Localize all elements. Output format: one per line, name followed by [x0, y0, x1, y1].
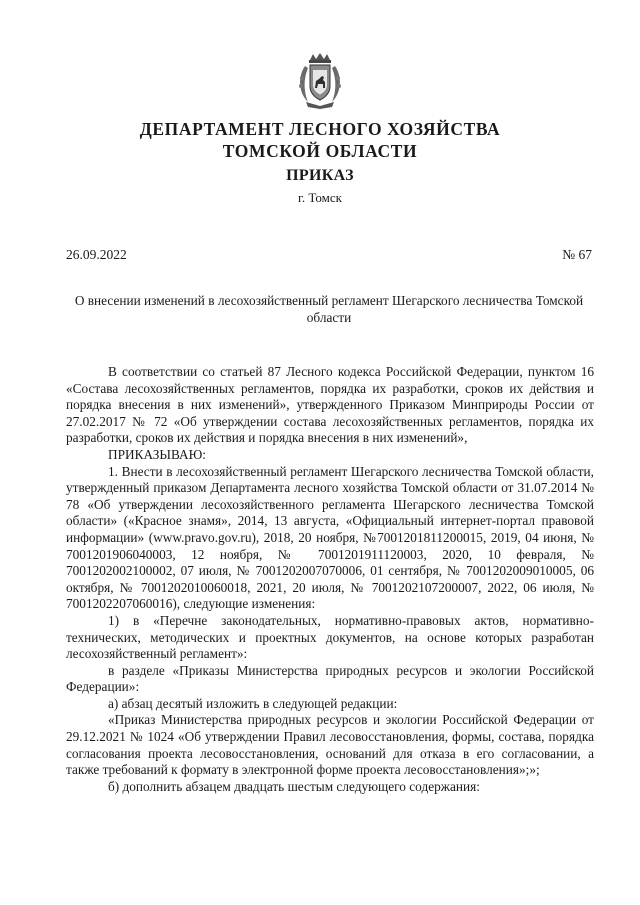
- body-paragraph: «Приказ Министерства природных ресурсов и экологии Российской Федерации от 29.12.2021 № 1024 «Об утверждении Правил лесовосстановления, формы, состава, порядка согласования проекта лесовосстановления, оснований для отказа в его согласовании, а также требований к формату в электронной форме проекта лесовосстановления»;»;: [66, 712, 594, 778]
- order-date: 26.09.2022: [66, 247, 127, 262]
- order-number: № 67: [562, 247, 592, 262]
- body-paragraph: В соответствии со статьей 87 Лесного кодекса Российской Федерации, пунктом 16 «Состава лесохозяйственных регламентов, порядка их разработки, сроков их действия и порядка внесения в них изменений», утвержденного Приказом Минприроды России от 27.02.2017 № 72 «Об утверждении состава лесохозяйственных регламентов, порядка их разработки, сроков их действия и порядка внесения в них изменений»,: [66, 364, 594, 446]
- city: г. Томск: [298, 190, 342, 205]
- document-header: [0, 118, 640, 207]
- body-paragraph: 1. Внести в лесохозяйственный регламент Шегарского лесничества Томской области, утвержденный приказом Департамента лесного хозяйства Томской области от 31.07.2014 № 78 «Об утверждении лесохозяйственного регламента Шегарского лесничества Томской области» («Красное знамя», 2014, 13 августа, «Официальный интернет-портал правовой информации» (www.pravo.gov.ru), 2018, 20 ноября, №7001201811200015, 2019, 04 июня, № 7001201906040003, 12 ноября, № 7001201911120003, 2020, 10 февраля, № 7001202002100002, 07 июля, № 7001202007070006, 01 сентября, № 7001202009010005, 06 октября, № 7001202010060018, 2021, 20 июля, № 7001202107200007, 2022, 06 июля, № 7001202207060016), следующие изменения:: [66, 463, 594, 612]
- coat-of-arms-icon: [296, 52, 344, 110]
- body-paragraph: в разделе «Приказы Министерства природных ресурсов и экологии Российской Федерации»:: [66, 662, 594, 695]
- body-paragraph: б) дополнить абзацем двадцать шестым следующего содержания:: [108, 778, 480, 794]
- order-body: [66, 364, 594, 795]
- document-type: ПРИКАЗ: [286, 167, 354, 184]
- department-name-line2: ТОМСКОЙ ОБЛАСТИ: [222, 141, 418, 161]
- body-paragraph: 1) в «Перечне законодательных, нормативно-правовых актов, нормативно-технических, методических и проектных документов, на основе которых разработан лесохозяйственный регламент»:: [66, 612, 594, 662]
- order-directive: ПРИКАЗЫВАЮ:: [108, 446, 206, 462]
- order-subject: О внесении изменений в лесохозяйственный регламент Шегарского лесничества Томской области: [74, 293, 584, 325]
- body-paragraph: а) абзац десятый изложить в следующей редакции:: [108, 695, 398, 711]
- department-name-line1: ДЕПАРТАМЕНТ ЛЕСНОГО ХОЗЯЙСТВА: [139, 119, 501, 139]
